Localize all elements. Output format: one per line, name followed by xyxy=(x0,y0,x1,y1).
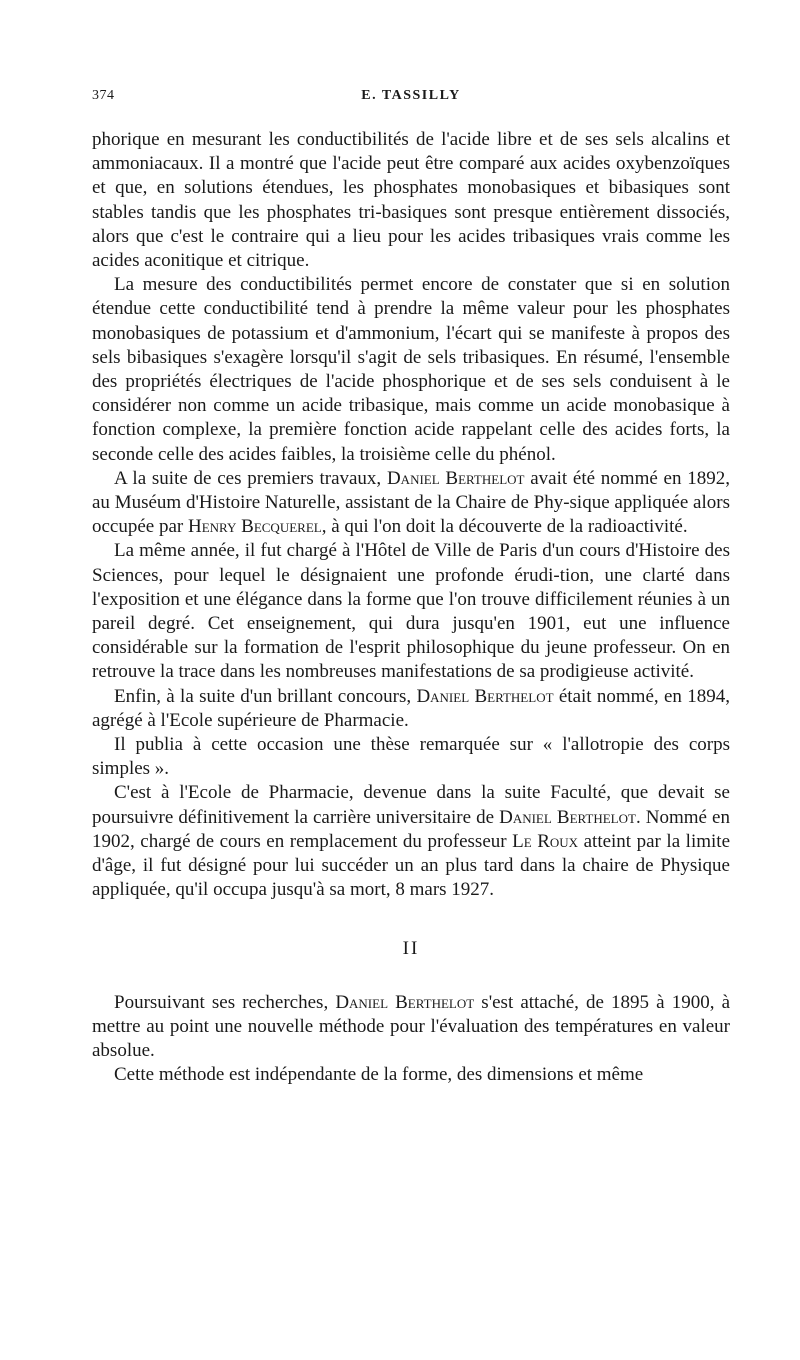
text-span: . Nommé en 1902, chargé de cours en remplacement du professeur xyxy=(92,806,730,852)
person-name: Daniel Berthelot xyxy=(335,991,475,1013)
text-span: A la suite de ces premiers travaux, xyxy=(114,467,387,489)
text-span: , à qui l'on doit la découverte de la radioactivité. xyxy=(321,516,688,538)
paragraph-conductibilites: La mesure des conductibilités permet encore de constater que si en solution étendue cette conductibilité tend à prendre la même valeur pour les phosphates monobasiques de potassium et d'ammonium, l'écart qui se manifeste à propos des sels bibasiques s'exagère lorsqu'il s'agit de sels tribasiques. En résumé, l'ensemble des propriétés électriques de l'acide phosphorique et de ses sels conduisent à le considérer non comme un acide tribasique, mais comme un acide monobasique à fonction complexe, la première fonction acide rappelant celle des acides forts, la seconde celle des acides faibles, la troisième celle du phénol. xyxy=(92,274,730,465)
body-text xyxy=(92,128,730,1088)
paragraph-continued: phorique en mesurant les conductibilités de l'acide libre et de ses sels alcalins et ammoniacaux. Il a montré que l'acide peut être comparé aux acides oxybenzoïques et que, en solutions étendues, les phosphates monobasiques et bibasiques sont stables tandis que les phosphates tri-basiques sont presque entièrement dissociés, alors que c'est le contraire qui a lieu pour les acides tribasiques vrais comme les acides aconitique et citrique. xyxy=(92,129,730,272)
page-number: 374 xyxy=(92,88,115,103)
paragraph-recherches xyxy=(92,991,730,1064)
text-span: avait été nommé en 1892, au Muséum d'Histoire Naturelle, assistant de la Chaire de Phy-sique appliquée alors occupée par xyxy=(92,467,730,538)
text-span: s'est attaché, de 1895 à 1900, à mettre au point une nouvelle méthode pour l'évaluation des températures en valeur absolue. xyxy=(92,991,730,1062)
person-name: Henry Becquerel xyxy=(188,516,322,538)
running-head xyxy=(92,88,730,114)
paragraph-these: Il publia à cette occasion une thèse remarquée sur « l'allotropie des corps simples ». xyxy=(92,734,730,780)
paragraph-museum xyxy=(92,467,730,540)
running-title: E. TASSILLY xyxy=(361,88,461,103)
paragraph-methode: Cette méthode est indépendante de la forme, des dimensions et même xyxy=(114,1064,644,1086)
paragraph-agrege xyxy=(92,685,730,733)
text-span: C'est à l'Ecole de Pharmacie, devenue dans la suite Faculté, que devait se poursuivre définitivement la carrière universitaire de xyxy=(92,782,730,828)
page xyxy=(92,88,730,1088)
text-span: Poursuivant ses recherches, xyxy=(114,991,336,1013)
section-heading: II xyxy=(402,937,420,959)
text-span: était nommé, en 1894, agrégé à l'Ecole supérieure de Pharmacie. xyxy=(92,685,730,731)
text-span: atteint par la limite d'âge, il fut désigné pour lui succéder un an plus tard dans la chaire de Physique appliquée, qu'il occupa jusqu'à sa mort, 8 mars 1927. xyxy=(92,830,731,901)
person-name: Le Roux xyxy=(512,830,579,852)
text-span: Enfin, à la suite d'un brillant concours, xyxy=(114,685,417,707)
person-name: Daniel Berthelot xyxy=(386,467,525,489)
paragraph-hotel-de-ville: La même année, il fut chargé à l'Hôtel de Ville de Paris d'un cours d'Histoire des Sciences, pour lequel le désignaient une profonde érudi-tion, une clarté dans l'exposition et une élégance dans la forme que l'on trouve difficilement réunies à un pareil degré. Cet enseignement, qui dura jusqu'en 1901, eut une influence considérable sur la formation de l'esprit philosophique du jeune professeur. On en retrouve la trace dans les nombreuses manifestations de sa prodigieuse activité. xyxy=(92,540,730,683)
person-name: Daniel Berthelot xyxy=(416,685,554,707)
paragraph-ecole-pharmacie xyxy=(92,781,730,902)
person-name: Daniel Berthelot xyxy=(499,806,636,828)
